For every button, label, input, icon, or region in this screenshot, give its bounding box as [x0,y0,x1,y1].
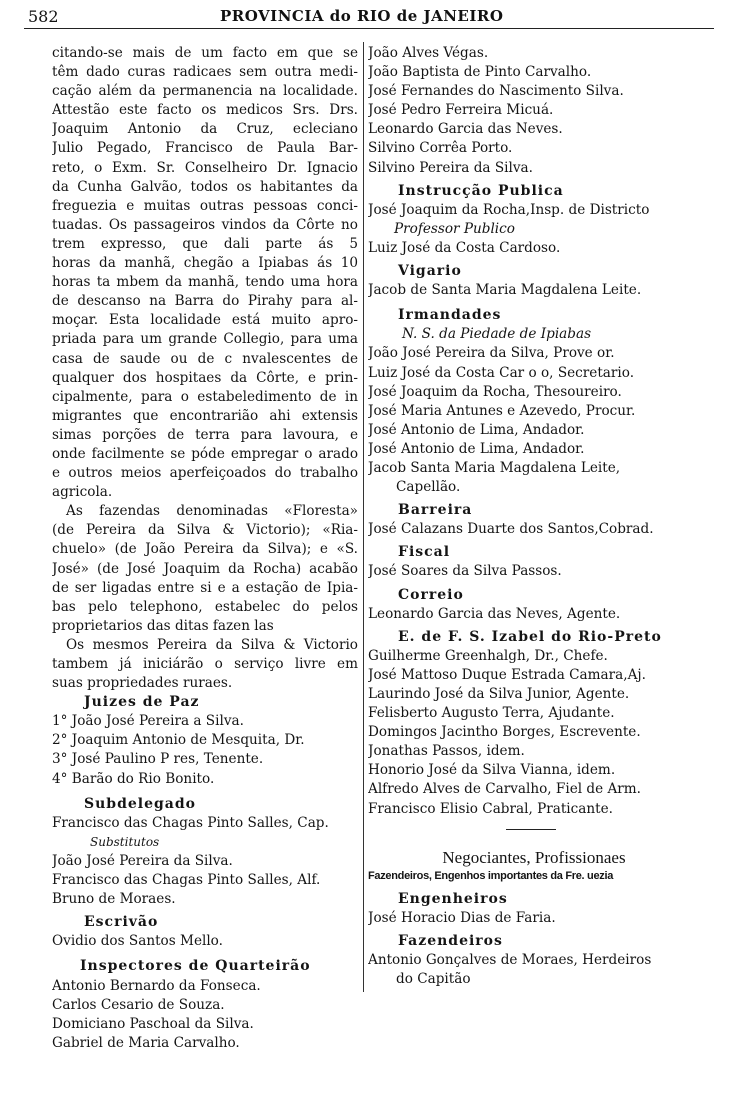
paragraph-line: trem expresso, que dali parte ás 5 [52,235,358,252]
list-item: 2° Joaquim Antonio de Mesquita, Dr. [52,732,305,749]
subdelegado-heading: Subdelegado [84,795,196,812]
list-item: João Alves Végas. [368,45,489,61]
vigario-heading: Vigario [398,263,462,280]
list-item: Silvino Corrêa Porto. [368,140,513,157]
paragraph-line: Julio Pegado, Francisco de Paula Bar- [52,140,358,157]
list-item: do Capitão [396,971,471,988]
paragraph-line: citando-se mais de um facto em que se [52,45,358,61]
paragraph-line: moçar. Esta localidade está muito apro- [52,312,358,329]
paragraph-line: Os mesmos Pereira da Silva & Victorio [66,636,358,653]
correio-entry: Leonardo Garcia das Neves, Agente. [368,605,621,622]
servico-paragraph [52,636,358,693]
paragraph-line: de ser ligadas entre si e a estação de Ipia- [52,579,358,596]
list-item: Felisberto Augusto Terra, Ajudante. [368,705,615,722]
list-item: Domiciano Paschoal da Silva. [52,1015,254,1032]
substitutos-list [52,852,358,909]
paragraph-line: (de Pereira da Silva & Victorio); «Ria- [52,522,358,539]
list-item: João Baptista de Pinto Carvalho. [368,64,592,81]
list-item: João José Pereira da Silva, Prove or. [368,345,615,362]
list-item: Guilherme Greenhalgh, Dr., Chefe. [368,647,608,664]
paragraph-line: bas pelo telephono, estabelec do pelos [52,598,358,615]
fazendeiros-heading: Fazendeiros [398,933,503,950]
ferrovia-heading: E. de F. S. Izabel do Rio-Preto [398,628,662,645]
list-item: José Antonio de Lima, Andador. [368,440,585,457]
paragraph-line: tambem já iniciárão o serviço livre em [52,656,358,672]
irmandades-heading: Irmandades [398,307,502,324]
list-item: João José Pereira da Silva. [52,852,233,869]
paragraph-line: José» (de José Joaquim da Rocha) acabão [52,560,358,577]
instrucao-heading: Instrucção Publica [398,182,564,199]
list-item: José Fernandes do Nascimento Silva. [368,83,624,100]
list-item: José Joaquim da Rocha, Thesoureiro. [368,383,622,400]
paragraph-line: Joaquim Antonio da Cruz, ecleciano [52,121,358,138]
right-column [368,44,690,989]
barreira-heading: Barreira [398,502,473,519]
instrucao-entry: José Joaquim da Rocha,Insp. de Districto [368,201,650,218]
list-item: Capellão. [396,479,461,496]
engenheiros-heading: Engenheiros [398,890,508,907]
barreira-entry: José Calazans Duarte dos Santos,Cobrad. [368,521,654,538]
list-item: Laurindo José da Silva Junior, Agente. [368,686,630,702]
list-item: 1° João José Pereira a Silva. [52,713,244,730]
list-item: Luiz José da Costa Car o o, Secretario. [368,364,635,381]
paragraph-line: de descanso na Barra do Pirahy para al- [52,293,358,310]
list-item: José Mattoso Duque Estrada Camara,Aj. [368,666,646,683]
header-rule [24,28,714,29]
correio-heading: Correio [398,586,464,603]
paragraph-line: agricola. [52,484,113,501]
left-column [52,44,358,1053]
paragraph-line: têm dado curas radicaes sem outra medi- [52,64,358,81]
list-item: Silvino Pereira da Silva. [368,159,533,176]
list-item: Domingos Jacintho Borges, Escrevente. [368,724,641,741]
paragraph-line: migrantes que encontrarião ahi extensis [52,407,358,424]
fazendas-paragraph [52,502,358,636]
inspectores-list [52,977,358,1053]
list-item: Bruno de Moraes. [52,891,176,908]
vigario-entry: Jacob de Santa Maria Magdalena Leite. [368,282,642,299]
irmandades-subheading: N. S. da Piedade de Ipiabas [402,326,592,343]
list-item: Antonio Gonçalves de Moraes, Herdeiros [368,952,652,969]
paragraph-line: cipalmente, para o estabeledimento de in [52,388,358,405]
list-item: 3° José Paulino P res, Tenente. [52,751,264,768]
list-item: 4° Barão do Rio Bonito. [52,770,215,787]
escrivao-heading: Escrivão [84,914,159,931]
list-item: Antonio Bernardo da Fonseca. [52,977,261,994]
paragraph-line: e outros meios aperfeiçoados do trabalho [52,465,358,482]
paragraph-line: As fazendas denominadas «Floresta» [66,503,358,520]
names-list [368,44,690,178]
engenheiros-entry: José Horacio Dias de Faria. [368,909,556,926]
paragraph-line: da Cunha Galvão, todos os habitantes da [52,178,358,195]
running-title: PROVINCIA do RIO de JANEIRO [220,7,504,25]
juizes-heading: Juizes de Paz [84,694,200,711]
professor-heading: Professor Publico [394,220,515,237]
inspectores-heading: Inspectores de Quarteirão [80,958,311,975]
list-item: Leonardo Garcia das Neves. [368,121,563,138]
paragraph-line: proprietarios das ditas fazen las [52,617,274,634]
paragraph-line: reto, o Exm. Sr. Conselheiro Dr. Ignacio [52,159,358,176]
page-header [24,5,714,29]
list-item: Francisco Elisio Cabral, Praticante. [368,800,613,817]
paragraph-line: freguezia e muitas outras pessoas conci- [52,197,358,214]
paragraph-line: suas propriedades ruraes. [52,675,233,692]
escrivao-entry: Ovidio dos Santos Mello. [52,933,223,950]
paragraph-line: tuadas. Os passageiros vindos da Côrte no [52,216,358,233]
fazendeiros-list [368,951,690,989]
paragraph-line: horas da manhã, chegão a Ipiabas ás 10 [52,255,358,272]
paragraph-line: Attestão este facto os medicos Srs. Drs. [52,102,358,119]
list-item: José Pedro Ferreira Micuá. [368,102,554,119]
list-item: José Maria Antunes e Azevedo, Procur. [368,402,636,419]
column-divider [363,42,364,992]
list-item: Gabriel de Maria Carvalho. [52,1034,240,1051]
section-rule [506,829,556,830]
fiscal-heading: Fiscal [398,544,451,561]
ferrovia-list [368,647,690,819]
paragraph-line: horas ta mbem da manhã, tendo uma hora [52,274,358,291]
list-item: Jacob Santa Maria Magdalena Leite, [368,459,621,476]
list-item: Jonathas Passos, idem. [368,743,525,760]
page-number: 582 [28,7,59,26]
paragraph-line: casa de saude ou de c nvalescentes de [52,350,358,367]
list-item: Honorio José da Silva Vianna, idem. [368,762,616,779]
paragraph-line: onde facilmente se póde empregar o arado [52,445,358,462]
subdelegado-entry: Francisco das Chagas Pinto Salles, Cap. [52,814,329,831]
negociantes-subheading: Fazendeiros, Engenhos importantes da Fre. uezia [368,869,614,882]
list-item: Alfredo Alves de Carvalho, Fiel de Arm. [368,781,642,798]
juizes-list [52,712,358,788]
professor-entry: Luiz José da Costa Cardoso. [368,239,561,256]
irmandades-list [368,344,690,497]
paragraph-line: priada para um grande Collegio, para uma [52,331,358,348]
list-item: Francisco das Chagas Pinto Salles, Alf. [52,872,321,889]
paragraph-line: cação além da permanencia na localidade. [52,83,358,100]
paragraph-line: qualquer dos hospitaes da Côrte, e prin- [52,369,358,386]
substitutos-heading: Substitutos [90,834,160,849]
intro-paragraph [52,44,358,502]
list-item: José Antonio de Lima, Andador. [368,421,585,438]
fiscal-entry: José Soares da Silva Passos. [368,563,562,580]
paragraph-line: simas porções de terra para lavoura, e [52,426,358,443]
paragraph-line: chuelo» (de João Pereira da Silva); e «S. [52,541,358,558]
negociantes-heading: Negociantes, Profissionaes [442,847,626,867]
list-item: Carlos Cesario de Souza. [52,996,225,1013]
